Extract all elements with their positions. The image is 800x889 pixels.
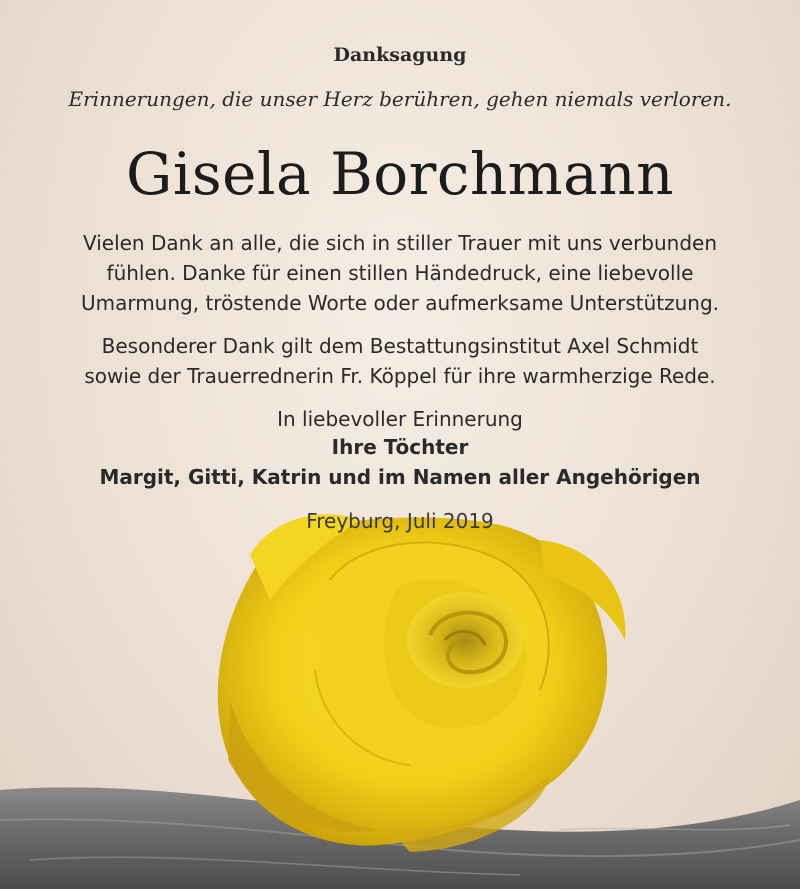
deceased-name: Gisela Borchmann — [126, 140, 674, 208]
thanks-line: Vielen Dank an alle, die sich in stiller Trauer mit uns verbunden — [82, 231, 718, 255]
signers: Margit, Gitti, Katrin und im Namen aller Angehörigen — [99, 465, 701, 489]
heading: Danksagung — [333, 44, 467, 66]
special-thanks-line: Besonderer Dank gilt dem Bestattungsinstitut Axel Schmidt — [101, 334, 699, 358]
thanks-line: fühlen. Danke für einen stillen Händedruck, eine liebevolle — [106, 261, 694, 285]
special-thanks-line: sowie der Trauerrednerin Fr. Köppel für ihre warmherzige Rede. — [84, 364, 716, 388]
place-date: Freyburg, Juli 2019 — [306, 509, 494, 533]
closing: In liebevoller Erinnerung — [277, 407, 523, 431]
signers-title: Ihre Töchter — [331, 435, 469, 459]
motto: Erinnerungen, die unser Herz berühren, gehen niemals verloren. — [68, 87, 732, 111]
thanks-line: Umarmung, tröstende Worte oder aufmerksame Unterstützung. — [80, 291, 720, 315]
